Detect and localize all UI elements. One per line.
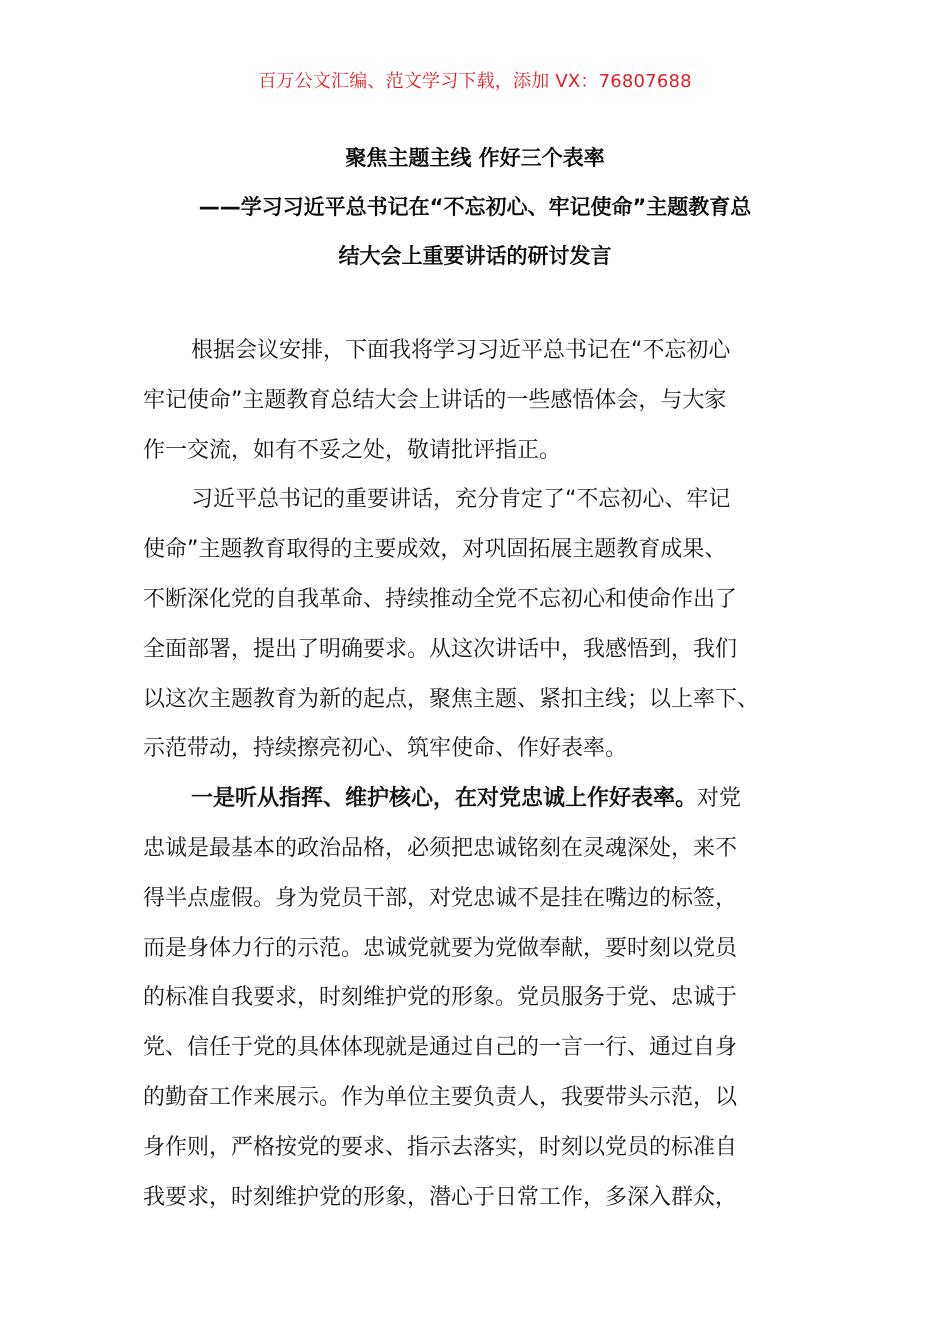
text-line: 根据会议安排，下面我将学习习近平总书记在“不忘初心 [191,338,731,363]
document-body [143,326,823,1222]
paragraph-summary [143,475,823,774]
paragraph-intro [143,326,823,475]
text-line: 得半点虚假。身为党员干部，对党忠诚不是挂在嘴边的标签， [143,885,738,911]
text-line: 以这次主题教育为新的起点，聚焦主题、紧扣主线；以上率下、 [143,686,760,712]
text-line: 的标准自我要求，时刻维护党的形象。党员服务于党、忠诚于 [143,985,738,1011]
title-subtitle-line-2: 结大会上重要讲话的研讨发言 [338,244,612,268]
text-line: 党、信任于党的具体体现就是通过自己的一言一行、通过自身 [143,1035,738,1061]
text-line: 习近平总书记的重要讲话，充分肯定了“不忘初心、牢记 [191,487,731,513]
title-subtitle-line-1: ——学习习近平总书记在“不忘初心、牢记使命”主题教育总 [198,195,752,219]
text-run: 对党 [697,786,742,812]
title-main: 聚焦主题主线 作好三个表率 [345,146,605,170]
text-line: 忠诚是最基本的政治品格，必须把忠诚铭刻在灵魂深处，来不 [143,835,738,861]
watermark-header: 百万公文汇编、范文学习下载，添加 VX：76807688 [258,71,692,92]
document-title [0,134,950,281]
text-line: 的勤奋工作来展示。作为单位主要负责人，我要带头示范，以 [143,1084,738,1110]
text-line: 而是身体力行的示范。忠诚党就要为党做奉献，要时刻以党员 [143,935,738,961]
text-line: 作一交流，如有不妥之处，敬请批评指正。 [143,437,562,463]
text-line: 不断深化党的自我革命、持续推动全党不忘初心和使命作出了 [143,586,738,612]
text-line [143,774,823,824]
section-heading: 一是听从指挥、维护核心，在对党忠诚上作好表率。 [191,786,698,812]
text-line: 我要求，时刻维护党的形象，潜心于日常工作，多深入群众， [143,1184,738,1210]
paragraph-point-one [143,774,823,1222]
text-line: 使命”主题教育取得的主要成效，对巩固拓展主题教育成果、 [143,537,727,563]
text-line: 全面部署，提出了明确要求。从这次讲话中，我感悟到，我们 [143,636,738,662]
text-line: 身作则，严格按党的要求、指示去落实，时刻以党员的标准自 [143,1134,738,1160]
text-line: 牢记使命”主题教育总结大会上讲话的一些感悟体会，与大家 [143,387,727,413]
text-line: 示范带动，持续擦亮初心、筑牢使命、作好表率。 [143,736,628,762]
